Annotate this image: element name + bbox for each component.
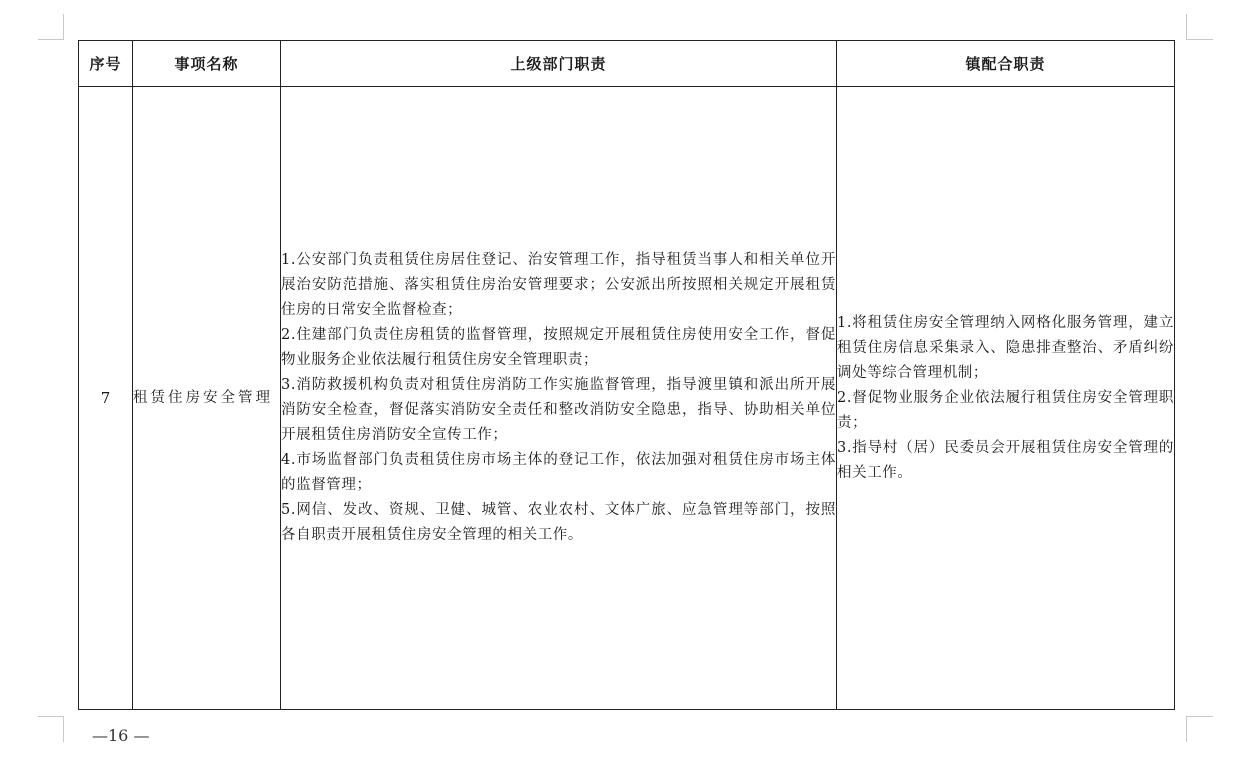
upper-duties-cell (281, 87, 837, 710)
town-duties-cell (837, 87, 1175, 710)
upper-duty-item: 4.市场监督部门负责租赁住房市场主体的登记工作，依法加强对租赁住房市场主体的监督管理； (281, 452, 836, 493)
crop-mark (63, 716, 64, 742)
table-row (79, 87, 1175, 710)
header-upper-duties: 上级部门职责 (281, 41, 837, 87)
table-header-row (79, 41, 1175, 87)
crop-mark (1187, 39, 1213, 40)
crop-mark (63, 14, 64, 40)
header-town-duties: 镇配合职责 (837, 41, 1175, 87)
header-no: 序号 (79, 41, 133, 87)
town-duty-item: 3.指导村（居）民委员会开展租赁住房安全管理的相关工作。 (837, 439, 1174, 481)
upper-duty-item: 3.消防救援机构负责对租赁住房消防工作实施监督管理，指导渡里镇和派出所开展消防安全检查，督促落实消防安全责任和整改消防安全隐患，指导、协助相关单位开展租赁住房消防安全宣传工作； (281, 377, 836, 443)
upper-duty-item: 5.网信、发改、资规、卫健、城管、农业农村、文体广旅、应急管理等部门，按照各自职责开展租赁住房安全管理的相关工作。 (281, 502, 836, 543)
town-duty-item: 2.督促物业服务企业依法履行租赁住房安全管理职责； (837, 389, 1174, 431)
crop-mark (1186, 716, 1187, 742)
upper-duty-item: 1.公安部门负责租赁住房居住登记、治安管理工作，指导租赁当事人和相关单位开展治安防范措施、落实租赁住房治安管理要求；公安派出所按照相关规定开展租赁住房的日常安全监督检查； (281, 252, 836, 318)
page-number: —16 — (92, 726, 150, 745)
upper-duty-item: 2.住建部门负责住房租赁的监督管理，按照规定开展租赁住房使用安全工作，督促物业服务企业依法履行租赁住房安全管理职责； (281, 327, 836, 368)
town-duty-item: 1.将租赁住房安全管理纳入网格化服务管理，建立租赁住房信息采集录入、隐患排查整治、矛盾纠纷调处等综合管理机制； (837, 314, 1174, 381)
crop-mark (38, 716, 64, 717)
crop-mark (38, 39, 64, 40)
row-item-name: 租赁住房安全管理 (133, 87, 281, 710)
crop-mark (1186, 14, 1187, 40)
row-number: 7 (79, 87, 133, 710)
header-item-name: 事项名称 (133, 41, 281, 87)
crop-mark (1187, 716, 1213, 717)
duty-table (78, 40, 1175, 710)
